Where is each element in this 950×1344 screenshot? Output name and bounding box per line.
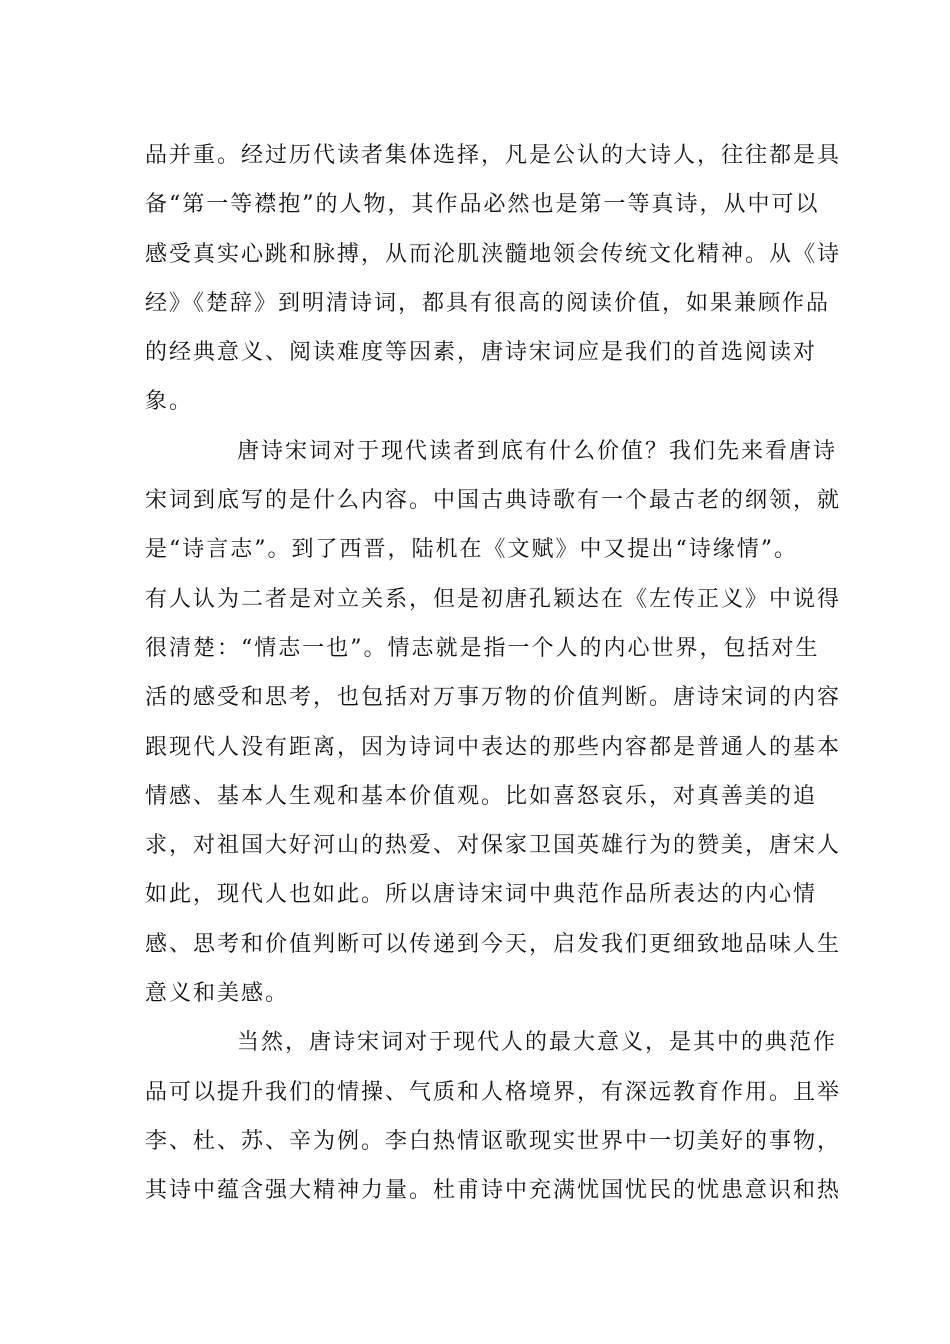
text-line: 品并重。经过历代读者集体选择，凡是公认的大诗人，往往都是具 <box>145 143 842 168</box>
body-text <box>145 131 842 1216</box>
text-line: 情感、基本人生观和基本价值观。比如喜怒哀乐，对真善美的追 <box>145 783 818 809</box>
text-line: 活的感受和思考，也包括对万事万物的价值判断。唐诗宋词的内容 <box>145 685 842 711</box>
text-line: 有人认为二者是对立关系，但是初唐孔颖达在《左传正义》中说得 <box>145 586 842 612</box>
text-line: 感、思考和价值判断可以传递到今天，启发我们更细致地品味人生 <box>145 931 842 957</box>
text-line: 感受真实心跳和脉搏，从而沦肌浃髓地领会传统文化精神。从《诗 <box>145 241 842 267</box>
text-line: 求，对祖国大好河山的热爱、对保家卫国英雄行为的赞美，唐宋人 <box>145 833 842 859</box>
text-line: 很清楚：“情志一也”。情志就是指一个人的内心世界，包括对生 <box>145 635 820 661</box>
paragraph-first-line: 当然，唐诗宋词对于现代人的最大意义，是其中的典范作 <box>237 1030 838 1056</box>
text-line: 象。 <box>145 389 194 415</box>
text-line: 其诗中蕴含强大精神力量。杜甫诗中充满忧国忧民的忧患意识和热 <box>145 1178 842 1204</box>
text-line: 李、杜、苏、辛为例。李白热情讴歌现实世界中一切美好的事物， <box>145 1128 842 1154</box>
text-line: 宋词到底写的是什么内容。中国古典诗歌有一个最古老的纲领，就 <box>145 488 842 514</box>
text-line: 经》《楚辞》到明清诗词，都具有很高的阅读价值，如果兼顾作品 <box>145 290 831 316</box>
text-line: 跟现代人没有距离，因为诗词中表达的那些内容都是普通人的基本 <box>145 734 842 760</box>
text-line: 是“诗言志”。到了西晋，陆机在《文赋》中又提出“诗缘情”。 <box>145 537 798 563</box>
text-line: 的经典意义、阅读难度等因素，唐诗宋词应是我们的首选阅读对 <box>145 340 818 366</box>
paragraph-first-line: 唐诗宋词对于现代读者到底有什么价值？我们先来看唐诗 <box>237 438 838 464</box>
text-line: 品可以提升我们的情操、气质和人格境界，有深远教育作用。且举 <box>145 1079 842 1105</box>
text-line: 如此，现代人也如此。所以唐诗宋词中典范作品所表达的内心情 <box>145 882 818 908</box>
text-line: 备“第一等襟抱”的人物，其作品必然也是第一等真诗，从中可以 <box>145 192 820 218</box>
text-line: 意义和美感。 <box>145 981 290 1007</box>
